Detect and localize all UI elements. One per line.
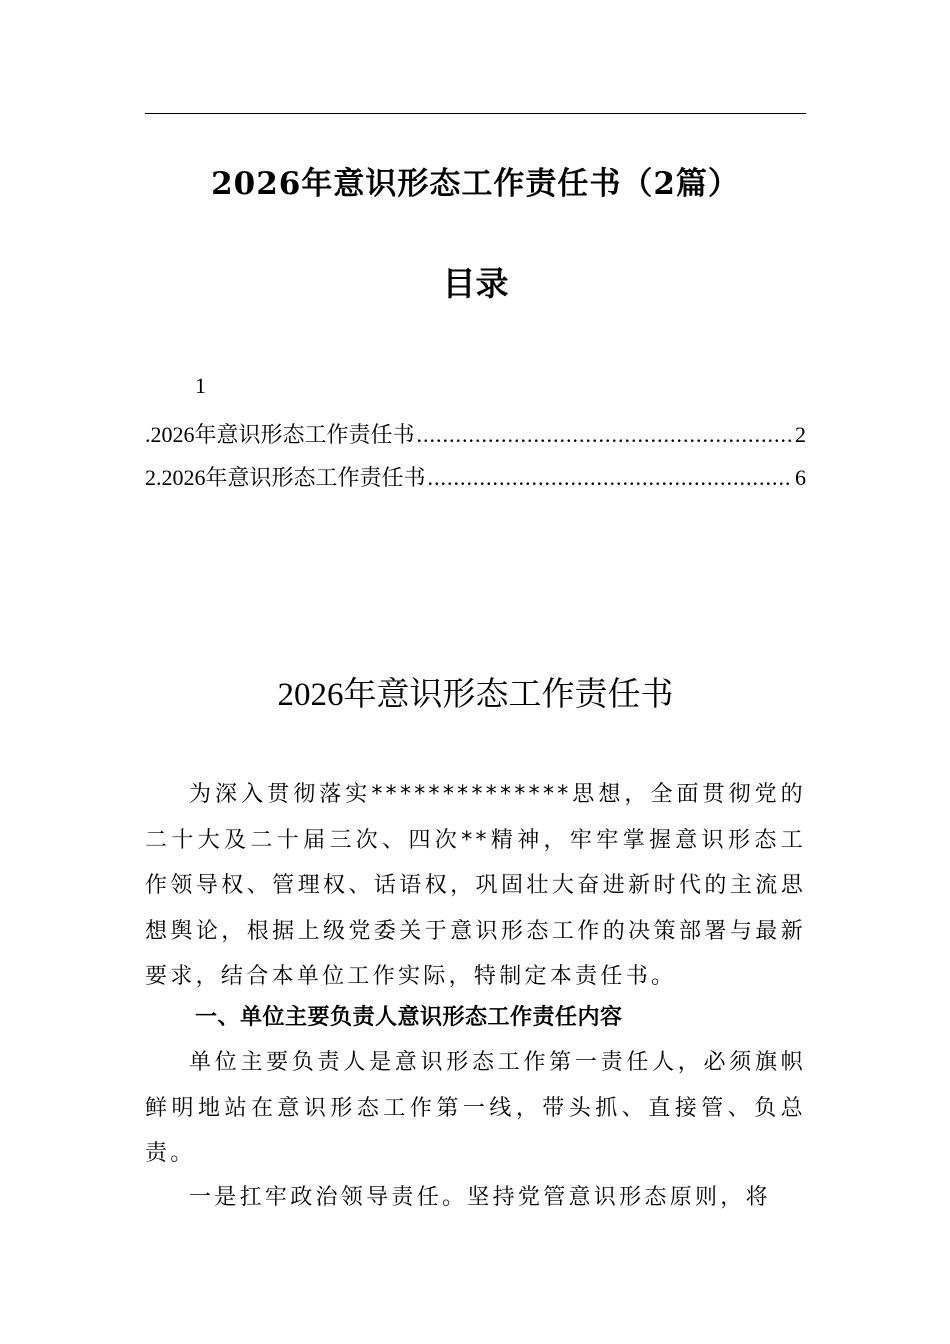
toc-entry-1-page: 2 [795,422,806,447]
toc-entry-1-title: .2026年意识形态工作责任书 [145,422,415,447]
intro-paragraph: 为深入贯彻落实**************思想，全面贯彻党的二十大及二十届三次、四次**精神，牢牢掌握意识形态工作领导权、管理权、话语权，巩固壮大奋进新时代的主流思想舆论，根据上级党委关于意识形态工作的决策部署与最新要求，结合本单位工作实际，特制定本责任书。 [145,782,806,989]
body-paragraph-2: 一是扛牢政治领导责任。坚持党管意识形态原则，将 [189,1185,771,1210]
toc-title: 目录 [442,264,509,303]
toc-entry-2-page: 6 [795,465,806,490]
toc-leader-dots [428,465,793,491]
toc-entry-1[interactable] [145,418,806,448]
document-title: 2026年意识形态工作责任书（2篇） [211,166,740,202]
toc-leader-dots [417,422,793,448]
body-paragraph-1: 单位主要负责人是意识形态工作第一责任人，必须旗帜鲜明地站在意识形态工作第一线，带头抓、直接管、负总责。 [145,1050,806,1166]
toc-entry-2[interactable] [145,461,806,491]
toc-entry-2-title: 2.2026年意识形态工作责任书 [145,465,426,490]
header-rule [145,113,806,114]
toc-entry-1-number: 1 [195,373,206,398]
section-heading-1: 一、单位主要负责人意识形态工作责任内容 [195,1005,623,1030]
section-title: 2026年意识形态工作责任书 [277,677,674,713]
